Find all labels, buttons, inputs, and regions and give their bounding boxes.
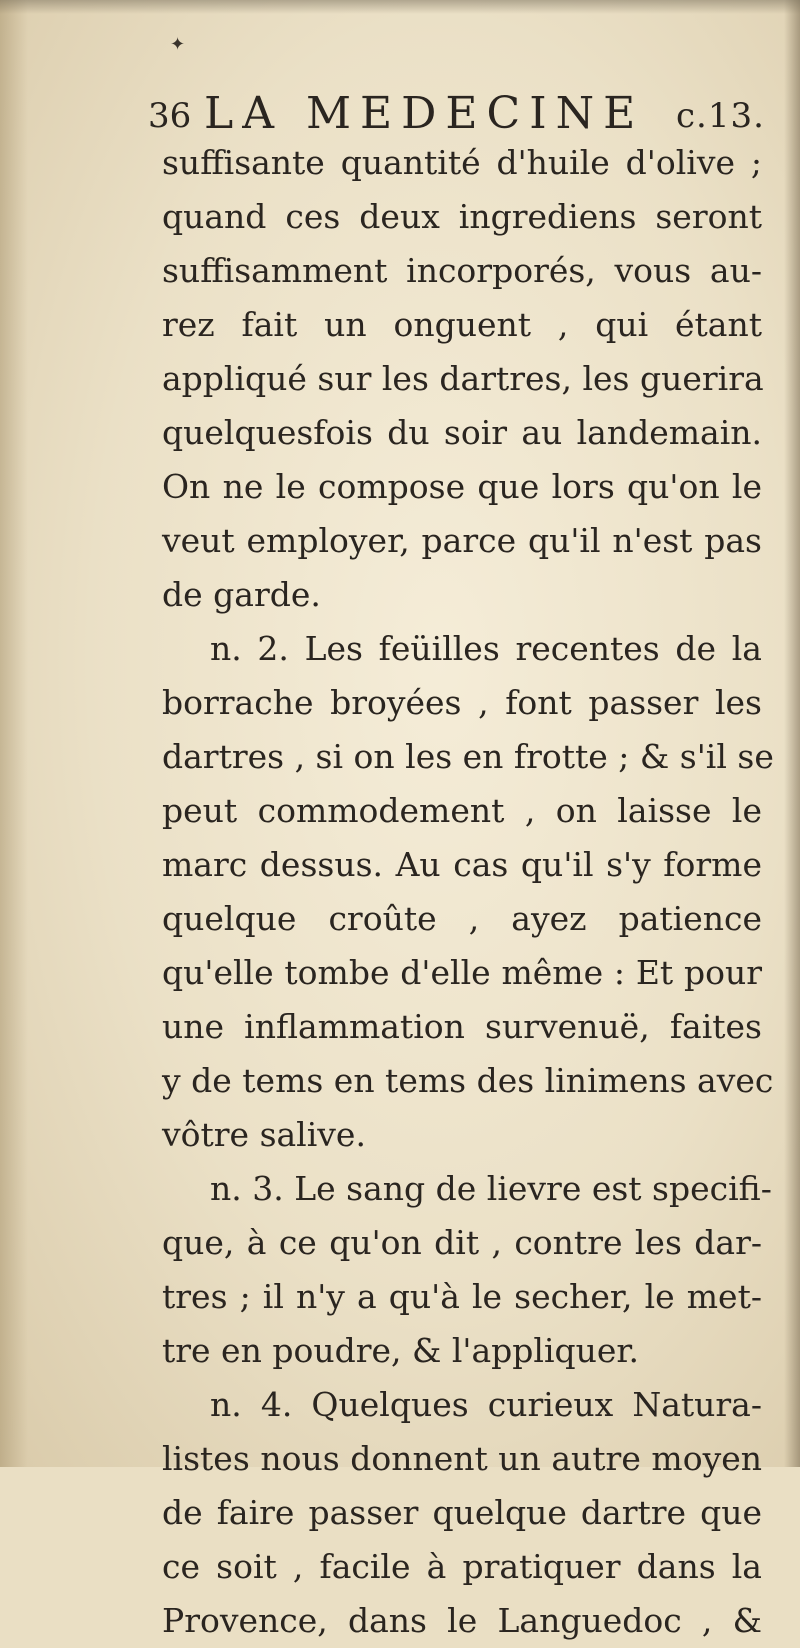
text-line: veut employer, parce qu'il n'est pas — [162, 521, 762, 560]
ink-mark: ✦ — [170, 34, 186, 55]
text-line: appliqué sur les dartres, les guerira — [162, 359, 764, 398]
text-line: quand ces deux ingrediens seront — [162, 197, 762, 236]
page-edge-shadow-right — [784, 0, 800, 1467]
text-line: rez fait un onguent , qui étant — [162, 305, 762, 344]
page-edge-shadow-top — [0, 0, 800, 14]
text-line: quelquesfois du soir au landemain. — [162, 413, 762, 452]
text-line: On ne le compose que lors qu'on le — [162, 467, 762, 506]
text-line: tres ; il n'y a qu'à le secher, le met- — [162, 1277, 762, 1316]
text-line: quelque croûte , ayez patience — [162, 899, 762, 938]
text-line: suffisante quantité d'huile d'olive ; — [162, 143, 762, 182]
text-line: tre en poudre, & l'appliquer. — [162, 1331, 640, 1370]
text-line: vôtre salive. — [162, 1115, 366, 1154]
text-line: qu'elle tombe d'elle même : Et pour — [162, 953, 762, 992]
page-number: 36 — [148, 96, 192, 136]
text-line: que, à ce qu'on dit , contre les dar- — [162, 1223, 762, 1262]
paragraph-start-line: n. 4. Quelques curieux Natura- — [210, 1385, 762, 1424]
text-line: une inflammation survenuë, faites — [162, 1007, 762, 1046]
text-line: listes nous donnent un autre moyen — [162, 1439, 762, 1478]
text-line: dartres , si on les en frotte ; & s'il se — [162, 737, 774, 776]
text-line: Provence, dans le Languedoc , & — [162, 1601, 762, 1640]
text-line: marc dessus. Au cas qu'il s'y forme — [162, 845, 762, 884]
paragraph-start-line: n. 2. Les feüilles recentes de la — [210, 629, 762, 668]
paragraph-start-line: n. 3. Le sang de lievre est specifi- — [210, 1169, 772, 1208]
text-line: borrache broyées , font passer les — [162, 683, 762, 722]
text-line: y de tems en tems des linimens avec — [162, 1061, 774, 1100]
text-line: de faire passer quelque dartre que — [162, 1493, 762, 1532]
text-line: peut commodement , on laisse le — [162, 791, 762, 830]
chapter-reference: c.13. — [676, 96, 765, 136]
text-line: de garde. — [162, 575, 321, 614]
body-text — [162, 136, 774, 1648]
running-title: LA MEDECINE — [204, 88, 645, 139]
text-line: ce soit , facile à pratiquer dans la — [162, 1547, 762, 1586]
page-edge-shadow-left — [0, 0, 28, 1467]
text-line: suffisamment incorporés, vous au- — [162, 251, 762, 290]
